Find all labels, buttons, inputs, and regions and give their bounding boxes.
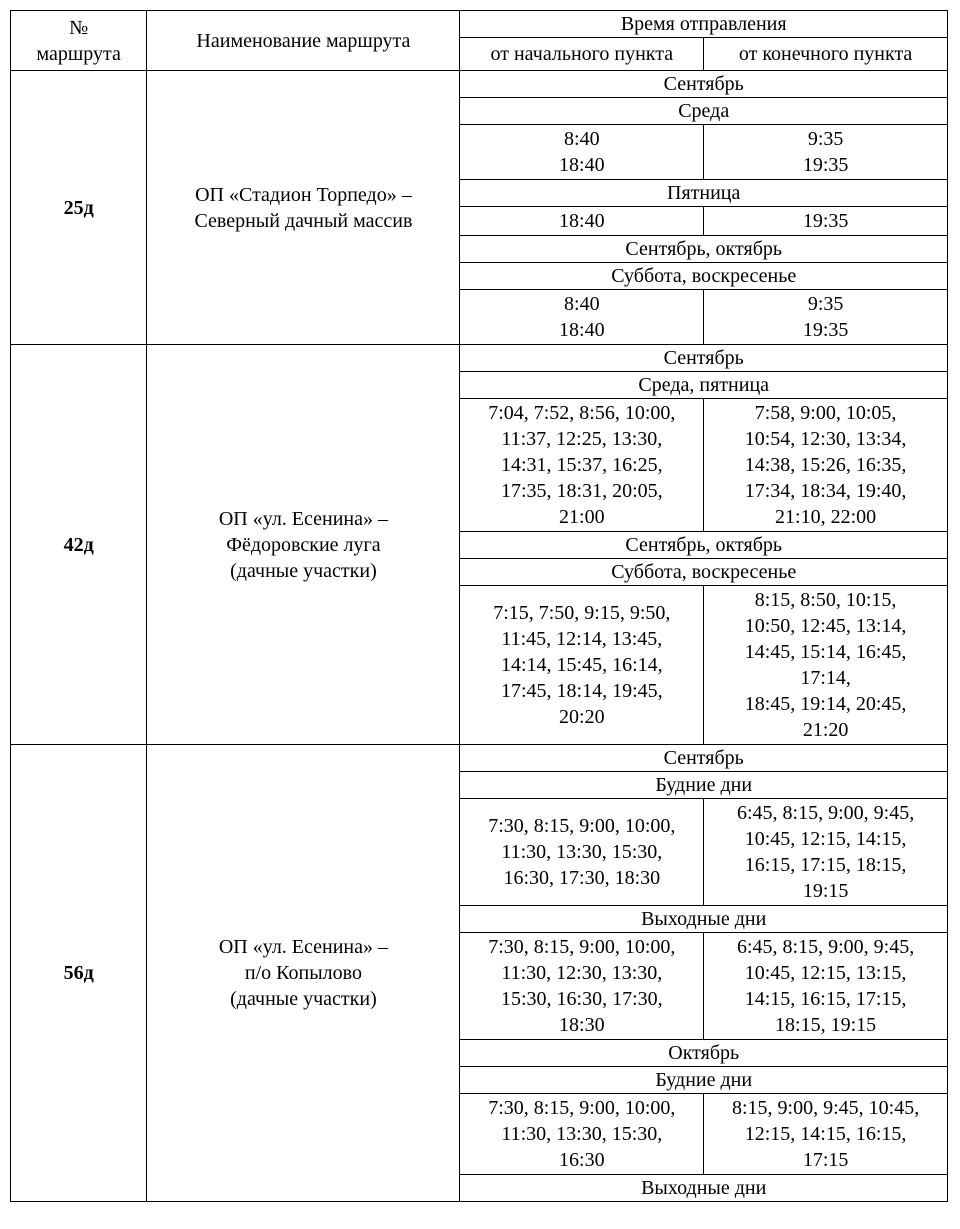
start-times: 7:30, 8:15, 9:00, 10:00, 11:30, 12:30, 13:30, 15:30, 16:30, 17:30, 18:30 bbox=[460, 933, 704, 1040]
period-label: Сентябрь, октябрь bbox=[460, 236, 948, 263]
period-label: Суббота, воскресенье bbox=[460, 263, 948, 290]
start-times: 7:04, 7:52, 8:56, 10:00, 11:37, 12:25, 13:30, 14:31, 15:37, 16:25, 17:35, 18:31, 20:05, 21:00 bbox=[460, 399, 704, 532]
departure-time-header: Время отправления bbox=[460, 11, 948, 38]
period-label: Сентябрь bbox=[460, 345, 948, 372]
schedule-body bbox=[11, 71, 948, 1202]
table-row bbox=[11, 345, 948, 372]
start-times: 7:30, 8:15, 9:00, 10:00, 11:30, 13:30, 15:30, 16:30 bbox=[460, 1094, 704, 1175]
route-name-header: Наименование маршрута bbox=[147, 11, 460, 71]
period-label: Октябрь bbox=[460, 1040, 948, 1067]
route-number: 25д bbox=[11, 71, 147, 345]
end-times: 9:35 19:35 bbox=[704, 125, 948, 180]
start-times: 8:40 18:40 bbox=[460, 125, 704, 180]
route-number: 56д bbox=[11, 745, 147, 1202]
period-label: Суббота, воскресенье bbox=[460, 559, 948, 586]
end-times: 8:15, 9:00, 9:45, 10:45, 12:15, 14:15, 16:15, 17:15 bbox=[704, 1094, 948, 1175]
start-times: 7:15, 7:50, 9:15, 9:50, 11:45, 12:14, 13:45, 14:14, 15:45, 16:14, 17:45, 18:14, 19:45, 20:20 bbox=[460, 586, 704, 745]
header-row bbox=[11, 11, 948, 38]
period-label: Сентябрь bbox=[460, 71, 948, 98]
end-times: 8:15, 8:50, 10:15, 10:50, 12:45, 13:14, 14:45, 15:14, 16:45, 17:14, 18:45, 19:14, 20:45, 21:20 bbox=[704, 586, 948, 745]
start-times: 18:40 bbox=[460, 207, 704, 236]
route-number-header: № маршрута bbox=[11, 11, 147, 71]
route-name: ОП «ул. Есенина» – Фёдоровские луга (дачные участки) bbox=[147, 345, 460, 745]
from-start-header: от начального пункта bbox=[460, 38, 704, 71]
schedule-table bbox=[10, 10, 948, 1202]
start-times: 8:40 18:40 bbox=[460, 290, 704, 345]
period-label: Будние дни bbox=[460, 772, 948, 799]
end-times: 19:35 bbox=[704, 207, 948, 236]
end-times: 9:35 19:35 bbox=[704, 290, 948, 345]
route-name: ОП «ул. Есенина» – п/о Копылово (дачные участки) bbox=[147, 745, 460, 1202]
period-label: Пятница bbox=[460, 180, 948, 207]
from-end-header: от конечного пункта bbox=[704, 38, 948, 71]
period-label: Сентябрь bbox=[460, 745, 948, 772]
route-name: ОП «Стадион Торпедо» – Северный дачный массив bbox=[147, 71, 460, 345]
period-label: Будние дни bbox=[460, 1067, 948, 1094]
period-label: Среда, пятница bbox=[460, 372, 948, 399]
end-times: 6:45, 8:15, 9:00, 9:45, 10:45, 12:15, 13:15, 14:15, 16:15, 17:15, 18:15, 19:15 bbox=[704, 933, 948, 1040]
end-times: 7:58, 9:00, 10:05, 10:54, 12:30, 13:34, 14:38, 15:26, 16:35, 17:34, 18:34, 19:40, 21:10, 22:00 bbox=[704, 399, 948, 532]
period-label: Среда bbox=[460, 98, 948, 125]
period-label: Сентябрь, октябрь bbox=[460, 532, 948, 559]
end-times: 6:45, 8:15, 9:00, 9:45, 10:45, 12:15, 14:15, 16:15, 17:15, 18:15, 19:15 bbox=[704, 799, 948, 906]
table-row bbox=[11, 71, 948, 98]
period-label: Выходные дни bbox=[460, 1175, 948, 1202]
period-label: Выходные дни bbox=[460, 906, 948, 933]
table-row bbox=[11, 745, 948, 772]
route-number: 42д bbox=[11, 345, 147, 745]
start-times: 7:30, 8:15, 9:00, 10:00, 11:30, 13:30, 15:30, 16:30, 17:30, 18:30 bbox=[460, 799, 704, 906]
